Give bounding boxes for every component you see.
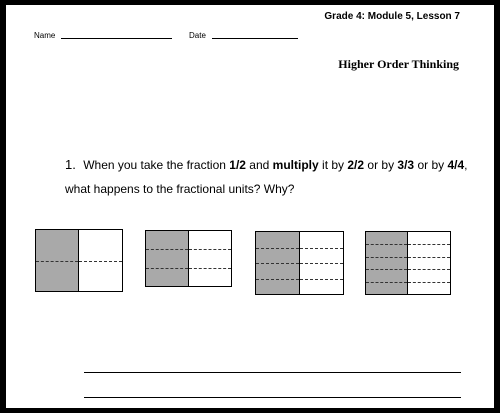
question-text-part: 4/4: [447, 158, 465, 172]
shaded-half: [366, 232, 408, 294]
partition-line: [146, 268, 188, 269]
question-line-1: [65, 153, 485, 177]
partition-line: [256, 263, 299, 264]
date-label: Date: [189, 31, 206, 40]
shaded-half: [146, 231, 189, 286]
question-text-part: multiply: [272, 158, 319, 172]
question-text-part: 3/3: [397, 158, 415, 172]
partition-line: [366, 282, 407, 283]
unshaded-half: [189, 231, 232, 286]
partition-line: [79, 261, 122, 262]
fraction-model-2: [145, 230, 232, 287]
answer-line-1[interactable]: [84, 372, 461, 373]
section-title: Higher Order Thinking: [338, 57, 459, 71]
partition-line: [256, 279, 299, 280]
partition-line: [36, 261, 78, 262]
answer-line-2[interactable]: [84, 397, 461, 398]
date-blank-line[interactable]: [212, 37, 298, 39]
unshaded-half: [408, 232, 450, 294]
question-text-part: 2/2: [347, 158, 365, 172]
lesson-heading: Grade 4: Module 5, Lesson 7: [324, 11, 460, 22]
question-number: 1.: [65, 157, 76, 172]
partition-line: [408, 257, 450, 258]
name-blank-line[interactable]: [61, 37, 172, 39]
question-text-part: it by: [318, 158, 348, 172]
shaded-half: [256, 232, 300, 294]
question-text-part: and: [245, 158, 273, 172]
partition-line: [408, 269, 450, 270]
fraction-model-4: [365, 231, 451, 295]
question-text-part: or by: [364, 158, 398, 172]
question-text-part: When you take the fraction: [83, 158, 230, 172]
unshaded-half: [79, 230, 122, 291]
date-field[interactable]: [189, 31, 298, 40]
question-1: [65, 153, 485, 201]
name-label: Name: [34, 31, 56, 40]
question-text-part: 1/2: [229, 158, 246, 172]
name-field[interactable]: [34, 31, 172, 40]
fraction-model-3: [255, 231, 344, 295]
partition-line: [300, 248, 344, 249]
partition-line: [408, 282, 450, 283]
partition-line: [189, 249, 232, 250]
question-text-part: or by: [414, 158, 448, 172]
question-text-line-1: [83, 158, 467, 172]
question-text-line-2: what happens to the fractional units? Why?: [65, 182, 295, 196]
partition-line: [256, 248, 299, 249]
partition-line: [366, 257, 407, 258]
partition-line: [189, 268, 232, 269]
partition-line: [300, 279, 344, 280]
question-text-part: ,: [464, 158, 468, 172]
shaded-half: [36, 230, 79, 291]
partition-line: [366, 269, 407, 270]
worksheet-page: [5, 4, 495, 409]
partition-line: [408, 244, 450, 245]
partition-line: [300, 263, 344, 264]
fraction-model-1: [35, 229, 123, 292]
partition-line: [146, 249, 188, 250]
partition-line: [366, 244, 407, 245]
unshaded-half: [300, 232, 344, 294]
